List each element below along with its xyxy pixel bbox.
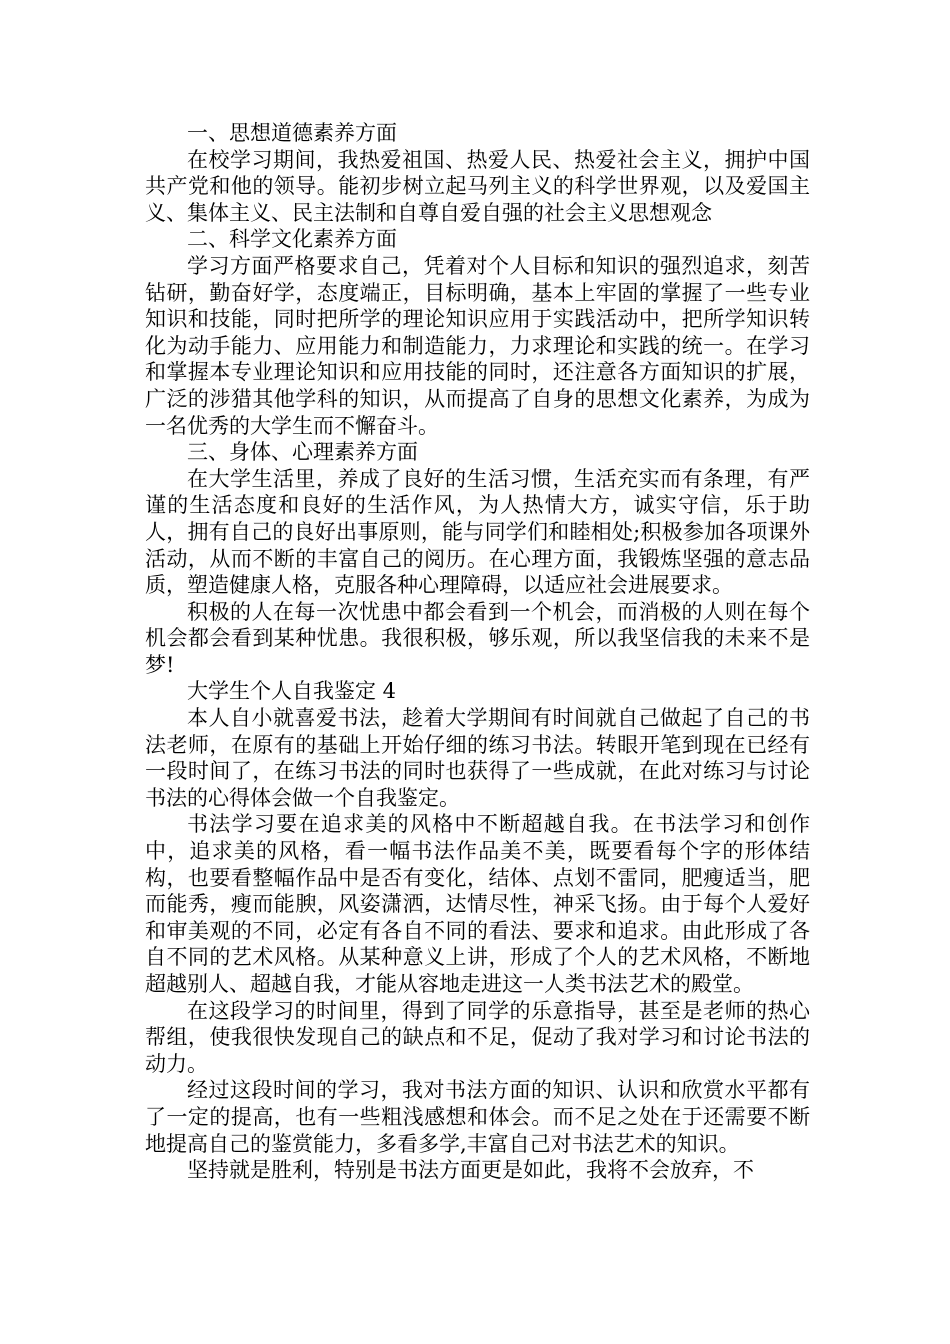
paragraph-moral: 在校学习期间，我热爱祖国、热爱人民、热爱社会主义，拥护中国共产党和他的领导。能初步树立起马列主义的科学世界观，以及爱国主义、集体主义、民主法制和自尊自爱自强的社会主义思想观念 [145,147,810,225]
paragraph-guidance: 在这段学习的时间里，得到了同学的乐意指导，甚至是老师的热心帮组，使我很快发现自己的缺点和不足，促动了我对学习和讨论书法的动力。 [145,998,810,1076]
paragraph-body-mind: 在大学生活里，养成了良好的生活习惯，生活充实而有条理，有严谨的生活态度和良好的生活作风，为人热情大方，诚实守信，乐于助人，拥有自己的良好出事原则，能与同学们和睦相处;积极参加各项课外活动，从而不断的丰富自己的阅历。在心理方面，我锻炼坚强的意志品质，塑造健康人格，克服各种心理障碍，以适应社会进展要求。 [145,466,810,598]
paragraph-calligraphy-intro: 本人自小就喜爱书法，趁着大学期间有时间就自己做起了自己的书法老师，在原有的基础上开始仔细的练习书法。转眼开笔到现在已经有一段时间了，在练习书法的同时也获得了一些成就，在此对练习与讨论书法的心得体会做一个自我鉴定。 [145,706,810,810]
paragraph-persistence: 坚持就是胜利，特别是书法方面更是如此，我将不会放弃，不 [187,1158,754,1183]
section-heading-body-mind: 三、身体、心理素养方面 [187,440,418,465]
section-heading-science: 二、科学文化素养方面 [187,227,397,252]
document-subtitle: 大学生个人自我鉴定 4 [187,679,397,704]
document-body [145,120,810,1184]
paragraph-calligraphy-style: 书法学习要在追求美的风格中不断超越自我。在书法学习和创作中，追求美的风格，看一幅书法作品美不美，既要看每个字的形体结构，也要看整幅作品中是否有变化，结体、点划不雷同，肥瘦适当，肥而能秀，瘦而能腴，风姿潇洒，达情尽性，神采飞扬。由于每个人爱好和审美观的不同，必定有各自不同的看法、要求和追求。由此形成了各自不同的艺术风格。从某种意义上讲，形成了个人的艺术风格，不断地超越别人、超越自我，才能从容地走进这一人类书法艺术的殿堂。 [145,812,810,996]
section-heading-moral: 一、思想道德素养方面 [187,121,397,145]
paragraph-science: 学习方面严格要求自己，凭着对个人目标和知识的强烈追求，刻苦钻研，勤奋好学，态度端正，目标明确，基本上牢固的掌握了一些专业知识和技能，同时把所学的理论知识应用于实践活动中，把所学知识转化为动手能力、应用能力和制造能力，力求理论和实践的统一。在学习和掌握本专业理论知识和应用技能的同时，还注意各方面知识的扩展，广泛的涉猎其他学科的知识，从而提高了自身的思想文化素养，为成为一名优秀的大学生而不懈奋斗。 [145,253,810,438]
paragraph-progress: 经过这段时间的学习，我对书法方面的知识、认识和欣赏水平都有了一定的提高，也有一些粗浅感想和体会。而不足之处在于还需要不断地提高自己的鉴赏能力，多看多学,丰富自己对书法艺术的知识。 [145,1078,810,1156]
paragraph-optimism: 积极的人在每一次忧患中都会看到一个机会，而消极的人则在每个机会都会看到某种忧患。我很积极，够乐观，所以我坚信我的未来不是梦! [145,599,810,677]
